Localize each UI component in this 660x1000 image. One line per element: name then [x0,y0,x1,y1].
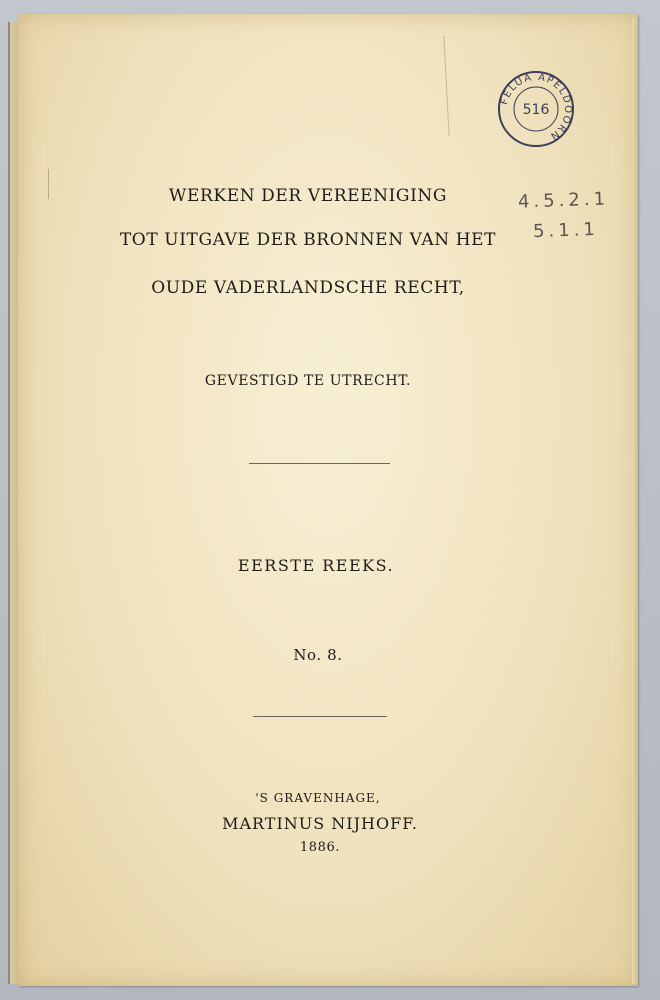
handwritten-shelfmark-1: 4.5.2.1 [517,188,610,213]
stamp-ring-text: FELUA APELDOORN [499,71,574,142]
volume-number: No. 8. [293,646,343,664]
page-edge [632,18,638,984]
handwritten-shelfmark-2: 5.1.1 [532,218,600,243]
library-stamp [496,69,576,149]
title-line-3: OUDE VADERLANDSCHE RECHT, [151,278,465,298]
publisher-name: MARTINUS NIJHOFF. [222,814,418,833]
stamp-center-number: 516 [522,102,550,118]
divider-rule-bottom [253,716,387,717]
paper-crease [443,36,449,136]
title-line-2: TOT UITGAVE DER BRONNEN VAN HET [119,230,497,250]
series-label: EERSTE REEKS. [237,556,395,575]
publication-city: 'S GRAVENHAGE, [255,791,381,805]
publication-year: 1886. [299,840,341,855]
title-line-1: WERKEN DER VEREENIGING [168,186,448,206]
seat-line: GEVESTIGD TE UTRECHT. [204,373,412,389]
divider-rule-top [249,463,390,464]
title-page [18,14,638,986]
